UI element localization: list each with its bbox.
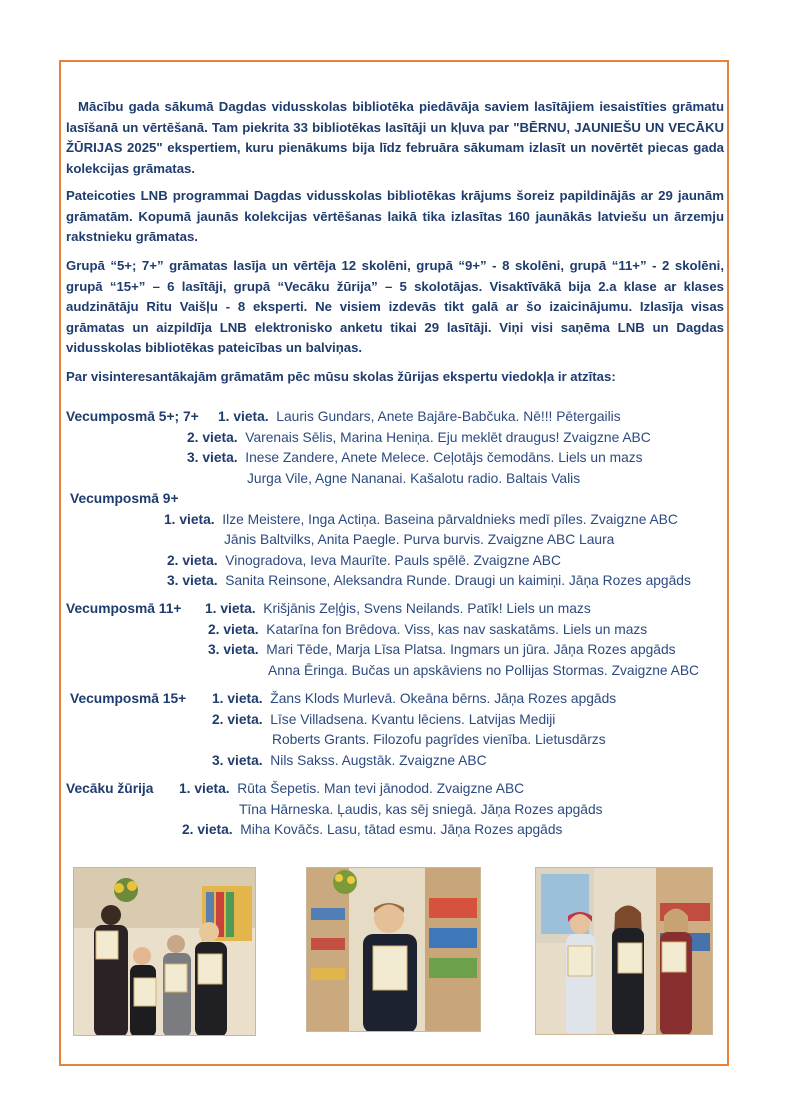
result-text: Sanita Reinsone, Aleksandra Runde. Draugi un kaimiņi. Jāņa Rozes apgāds [225,573,691,588]
result-line [212,711,555,729]
result-line [205,600,591,618]
result-line [187,429,651,447]
result-text: Ilze Meistere, Inga Actiņa. Baseina pārvaldnieks medī pīles. Zvaigzne ABC [222,512,678,527]
place-label: 3. vieta. [167,573,218,588]
result-line [239,801,603,819]
group-label: Vecāku žūrija [66,781,154,796]
place-label: 1. vieta. [218,409,269,424]
result-line [208,641,676,659]
place-label: 2. vieta. [187,430,238,445]
result-line [66,408,199,426]
place-label: 1. vieta. [179,781,230,796]
intro-paragraph-3: Grupā “5+; 7+” grāmatas lasīja un vērtēja 12 skolēni, grupā “9+” - 8 skolēni, grupā “11+” - 2 skolēni, grupā “15+” – 6 lasītāji, grupā “Vecāku žūrija” – 5 skolotājas. Visaktīvākā bija 2.a klase ar klases audzinātāju Ritu Vaišļu - 8 eksperti. Ne visiem izdevās tikt galā ar šo izaicinājumu. Izlasīja visas grāmatas un aizpildīja LNB elektronisko anketu tikai 29 lasītāji. Viņi visi saņēma LNB un Dagdas vidusskolas bibliotēkas pateicības un balviņas. [66,258,724,355]
result-line [212,690,616,708]
result-line [167,552,561,570]
group-label: Vecumposmā 5+; 7+ [66,409,199,424]
result-text: Līse Villadsena. Kvantu lēciens. Latvijas Mediji [270,712,556,727]
result-text: Varenais Sēlis, Marina Heniņa. Eju meklēt draugus! Zvaigzne ABC [245,430,651,445]
place-label: 1. vieta. [164,512,215,527]
result-line [182,821,562,839]
result-line [212,752,487,770]
result-text: Inese Zandere, Anete Melece. Ceļotājs čemodāns. Liels un mazs [245,450,643,465]
result-line [218,408,621,426]
result-line [272,731,606,749]
result-text: Rūta Šepetis. Man tevi jānodod. Zvaigzne ABC [237,781,525,796]
result-text: Tīna Hārneska. Ļaudis, kas sēj sniegā. Jāņa Rozes apgāds [239,802,603,817]
result-text: Katarīna fon Brēdova. Viss, kas nav saskatāms. Liels un mazs [266,622,648,637]
result-text: Nils Sakss. Augstāk. Zvaigzne ABC [270,753,487,768]
result-text: Anna Ēringa. Bučas un apskāviens no Pollijas Stormas. Zvaigzne ABC [268,663,699,678]
place-label: 2. vieta. [182,822,233,837]
result-text: Roberts Grants. Filozofu pagrīdes vienība. Lietusdārzs [272,732,606,747]
group-label: Vecumposmā 11+ [66,601,182,616]
photo-three-girls-with-certificates [535,867,713,1035]
place-label: 1. vieta. [212,691,263,706]
result-text: Krišjānis Zeļģis, Svens Neilands. Patīk! Liels un mazs [263,601,591,616]
place-label: 3. vieta. [208,642,259,657]
group-label: Vecumposmā 9+ [70,491,179,506]
result-text: Jānis Baltvilks, Anita Paegle. Purva burvis. Zvaigzne ABC Laura [224,532,615,547]
place-label: 3. vieta. [212,753,263,768]
result-text: Miha Kovāčs. Lasu, tātad esmu. Jāņa Rozes apgāds [240,822,563,837]
result-text: Lauris Gundars, Anete Bajāre-Babčuka. Nē!!! Pētergailis [276,409,621,424]
result-line [224,531,614,549]
result-line [66,600,181,618]
place-label: 1. vieta. [205,601,256,616]
group-label: Vecumposmā 15+ [70,691,187,706]
result-line [208,621,647,639]
place-label: 2. vieta. [212,712,263,727]
result-line [167,572,691,590]
result-text: Žans Klods Murlevā. Okeāna bērns. Jāņa Rozes apgāds [270,691,617,706]
place-label: 2. vieta. [208,622,259,637]
photo-boy-with-certificate [306,867,481,1032]
result-line [70,490,179,508]
result-text: Vinogradova, Ieva Maurīte. Pauls spēlē. Zvaigzne ABC [225,553,561,568]
place-label: 3. vieta. [187,450,238,465]
photo-teacher-with-students [73,867,256,1036]
result-line [179,780,524,798]
place-label: 2. vieta. [167,553,218,568]
result-line [268,662,699,680]
intro-paragraph-2: Pateicoties LNB programmai Dagdas vidusskolas bibliotēkas krājums šoreiz papildinājās ar 29 jaunām grāmatām. Kopumā jaunās kolekcijas vērtēšanas laikā tika izlasītas 160 jaunākās latviešu un ārzemju rakstnieku grāmatas. [66,188,724,244]
result-line [247,470,580,488]
intro-paragraph-1: Mācību gada sākumā Dagdas vidusskolas bibliotēka piedāvāja saviem lasītājiem iesaistīties grāmatu lasīšanā un vērtēšanā. Tam piekrita 33 bibliotēkas lasītāji un kļuva par "BĒRNU, JAUNIEŠU UN VECĀKU ŽŪRIJAS 2025" ekspertiem, kuru pienākums bija līdz februāra sākumam izlasīt un novērtēt piecas gada kolekcijas grāmatas. [66,99,724,176]
result-line [187,449,643,467]
result-line [164,511,678,529]
result-line [66,780,153,798]
result-line [70,690,186,708]
result-text: Mari Tēde, Marja Līsa Platsa. Ingmars un jūra. Jāņa Rozes apgāds [266,642,676,657]
result-text: Jurga Vile, Agne Nananai. Kašalotu radio. Baltais Valis [247,471,581,486]
intro-paragraph-4: Par visinteresantākajām grāmatām pēc mūsu skolas žūrijas ekspertu viedokļa ir atzītas: [66,369,616,384]
